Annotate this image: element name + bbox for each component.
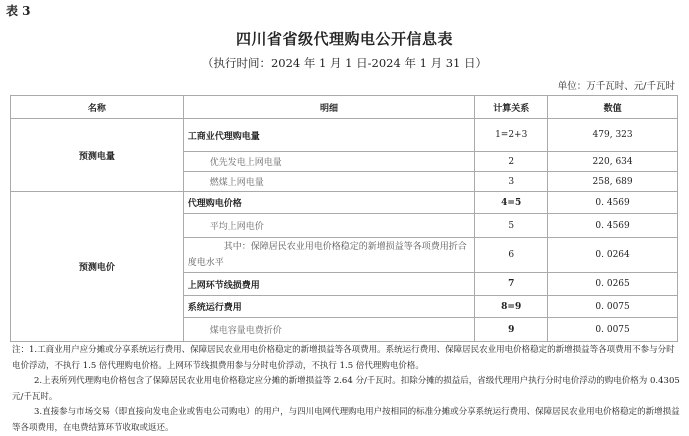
row-detail: 工商业代理购电量 — [183, 119, 475, 152]
footnotes — [12, 343, 680, 436]
row-value: 258, 689 — [548, 172, 678, 192]
row-relation: 3 — [475, 172, 548, 192]
group-name-forecast-price: 预测电价 — [11, 192, 184, 342]
row-detail: 代理购电价格 — [183, 192, 475, 214]
table-row — [11, 119, 678, 152]
table-row — [11, 192, 678, 214]
header-name: 名称 — [11, 96, 184, 119]
header-value: 数值 — [548, 96, 678, 119]
row-value: 479, 323 — [548, 119, 678, 152]
row-detail: 上网环节线损费用 — [183, 273, 475, 296]
note-1: 注：1.工商业用户应分摊或分享系统运行费用、保障居民农业用电价格稳定的新增损益等各项费用。系统运行费用、保障居民农业用电价格稳定的新增损益等各项费用不参与分时电价浮动，不执行 1.5 倍代理购电价格。上网环节线损费用参与分时电价浮动，不执行 1.5 倍代理购电价格。 — [12, 345, 675, 371]
row-detail: 平均上网电价 — [183, 214, 475, 238]
row-value: 0. 0265 — [548, 273, 678, 296]
row-detail-lead: 其中：保障居民农业用电价格稳定的新增损益等各项费用折合 — [223, 242, 467, 252]
row-detail: 系统运行费用 — [183, 296, 475, 318]
table-header-row — [11, 96, 678, 119]
note-2: 2.上表所列代理购电价格包含了保障居民农业用电价格稳定应分摊的新增损益等 2.64 分/千瓦时。扣除分摊的损益后，省级代理用户执行分时电价浮动的购电价格为 0.4305 元/千瓦时。 — [12, 376, 680, 402]
row-relation: 4=5 — [475, 192, 548, 214]
header-detail: 明细 — [183, 96, 475, 119]
table-label: 表 3 — [6, 4, 31, 18]
row-value: 220, 634 — [548, 152, 678, 172]
row-value: 0. 0075 — [548, 296, 678, 318]
unit-label: 单位：万千瓦时、元/千瓦时 — [557, 81, 675, 92]
row-relation: 6 — [475, 238, 548, 273]
agency-purchase-table — [10, 95, 678, 342]
row-relation: 9 — [475, 318, 548, 342]
page-title: 四川省省级代理购电公开信息表 — [235, 30, 453, 48]
row-detail: 优先发电上网电量 — [183, 152, 475, 172]
row-relation: 8=9 — [475, 296, 548, 318]
row-detail-tail: 度电水平 — [187, 258, 224, 268]
group-name-forecast-volume: 预测电量 — [11, 119, 184, 192]
row-value: 0. 4569 — [548, 192, 678, 214]
row-detail: 燃煤上网电量 — [183, 172, 475, 192]
row-relation: 2 — [475, 152, 548, 172]
row-detail: 煤电容量电费折价 — [183, 318, 475, 342]
row-detail-wrapped — [183, 238, 475, 273]
row-relation: 5 — [475, 214, 548, 238]
row-relation: 7 — [475, 273, 548, 296]
row-value: 0. 4569 — [548, 214, 678, 238]
note-3: 3.直接参与市场交易（即直接向发电企业或售电公司购电）的用户，与四川电网代理购电用户按相同的标准分摊或分享系统运行费用、保障居民农业用电价格稳定的新增损益等各项费用，在电费结算环节收取或返还。 — [12, 407, 680, 433]
row-value: 0. 0075 — [548, 318, 678, 342]
row-relation: 1=2+3 — [475, 119, 548, 152]
execution-period: （执行时间：2024 年 1 月 1 日-2024 年 1 月 31 日） — [201, 56, 488, 70]
row-value: 0. 0264 — [548, 238, 678, 273]
header-relation: 计算关系 — [475, 96, 548, 119]
